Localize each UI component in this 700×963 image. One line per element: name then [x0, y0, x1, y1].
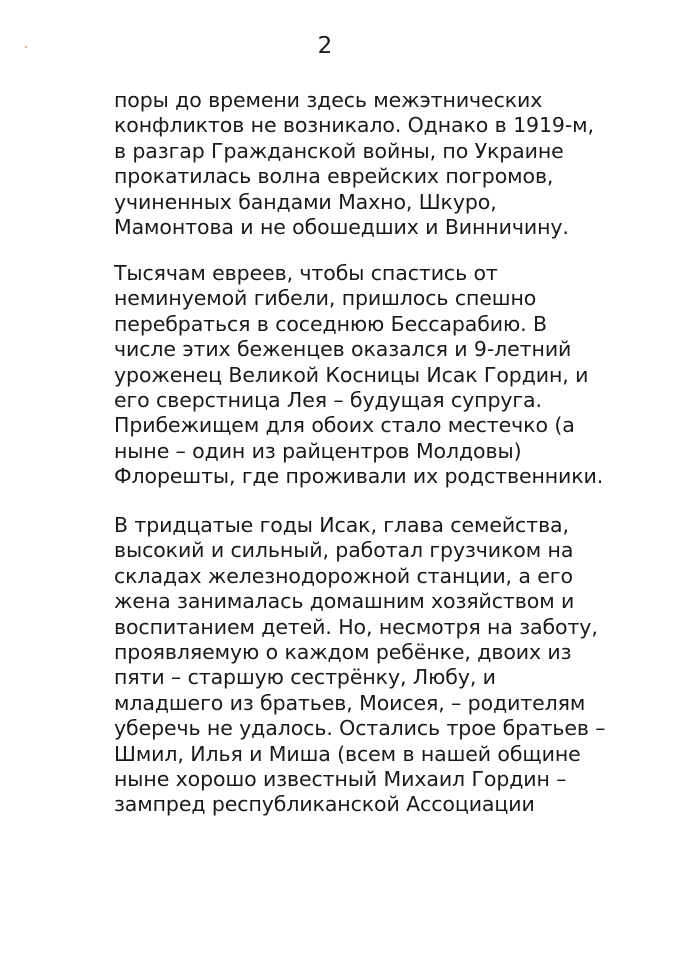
- text-line: младшего из братьев, Моисея, – родителям: [114, 690, 586, 715]
- text-line: уроженец Великой Косницы Исак Гордин, и: [114, 362, 589, 387]
- text-line: числе этих беженцев оказался и 9-летний: [114, 337, 572, 362]
- text-line: Прибежищем для обоих стало местечко (а: [114, 413, 575, 438]
- text-line: Флорешты, где проживали их родственники.: [114, 464, 604, 489]
- paragraph-3: [114, 513, 700, 818]
- text-line: воспитанием детей. Но, несмотря на заботу,: [114, 614, 598, 639]
- paragraph-2: [114, 261, 700, 490]
- text-line: прокатилась волна еврейских погромов,: [114, 164, 554, 189]
- text-line: ныне хорошо известный Михаил Гордин –: [114, 767, 567, 792]
- text-line: высокий и сильный, работал грузчиком на: [114, 538, 574, 563]
- text-line: конфликтов не возникало. Однако в 1919-м,: [114, 113, 594, 138]
- paragraph-1: [114, 88, 700, 240]
- text-line: Мамонтова и не обошедших и Винничину.: [114, 215, 569, 240]
- text-line: зампред республиканской Ассоциации: [114, 792, 535, 817]
- text-line: поры до времени здесь межэтнических: [114, 88, 543, 112]
- text-line: жена занималась домашним хозяйством и: [114, 589, 575, 614]
- text-line: проявляемую о каждом ребёнке, двоих из: [114, 640, 572, 665]
- text-line: В тридцатые годы Исак, глава семейства,: [114, 513, 569, 537]
- text-line: в разгар Гражданской войны, по Украине: [114, 138, 564, 163]
- text-line: складах железнодорожной станции, а его: [114, 563, 573, 588]
- text-line: неминуемой гибели, пришлось спешно: [114, 286, 537, 311]
- text-line: пяти – старшую сестрёнку, Любу, и: [114, 665, 496, 690]
- text-line: ныне – один из райцентров Молдовы): [114, 438, 522, 463]
- page-number: 2: [317, 33, 333, 59]
- text-line: уберечь не удалось. Остались трое братьев –: [114, 716, 606, 741]
- text-line: Тысячам евреев, чтобы спастись от: [114, 261, 498, 285]
- text-line: Шмил, Илья и Миша (всем в нашей общине: [114, 741, 581, 766]
- text-line: перебраться в соседнюю Бессарабию. В: [114, 311, 547, 336]
- text-line: учиненных бандами Махно, Шкуро,: [114, 189, 497, 214]
- text-line: его сверстница Лея – будущая супруга.: [114, 388, 542, 413]
